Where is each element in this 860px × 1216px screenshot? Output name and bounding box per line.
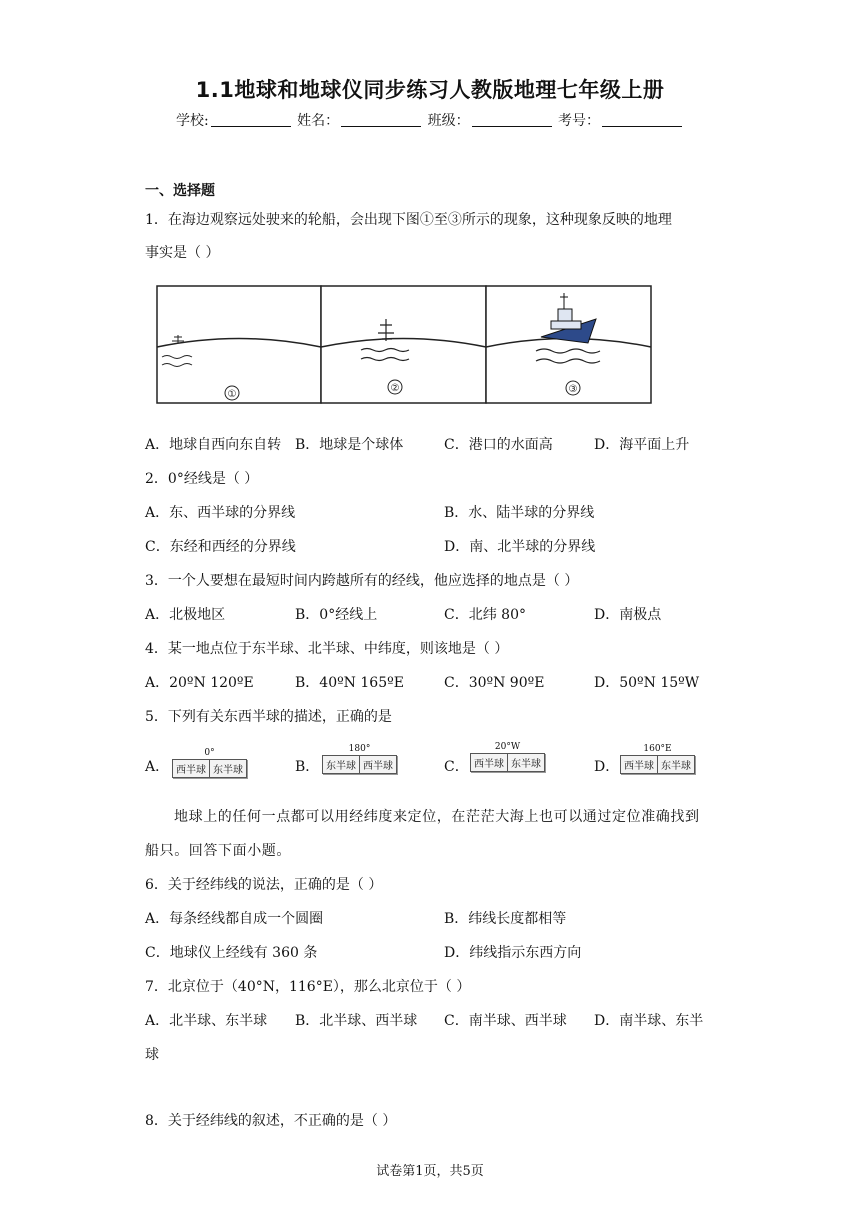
class-label: 班级：	[427, 113, 470, 129]
q4-option-c[interactable]: C．30ºN 90ºE	[444, 675, 545, 691]
hemi-right: 东半球	[209, 760, 246, 777]
q3-option-d[interactable]: D．南极点	[594, 607, 662, 623]
q5-option-c-letter[interactable]: C．	[444, 759, 469, 775]
q5-stem: 5．下列有关东西半球的描述，正确的是	[145, 709, 392, 725]
q8-stem: 8．关于经纬线的叙述，不正确的是（ ）	[145, 1113, 397, 1129]
hemi-right: 东半球	[657, 756, 694, 773]
name-blank[interactable]	[341, 112, 421, 127]
q1-option-b[interactable]: B．地球是个球体	[295, 437, 404, 453]
hemi-left: 西半球	[624, 761, 654, 772]
page-footer: 试卷第1页，共5页	[376, 1164, 484, 1179]
number-blank[interactable]	[602, 112, 682, 127]
passage-line2: 船只。回答下面小题。	[145, 843, 291, 859]
q6-option-d[interactable]: D．纬线指示东西方向	[444, 945, 582, 961]
hemi-right: 西半球	[359, 756, 396, 773]
q3-stem: 3．一个人要想在最短时间内跨越所有的经线，他应选择的地点是（ ）	[145, 573, 579, 589]
class-blank[interactable]	[472, 112, 552, 127]
q6-option-b[interactable]: B．纬线长度都相等	[444, 911, 567, 927]
q4-option-a[interactable]: A．20ºN 120ºE	[145, 675, 254, 691]
q4-option-d[interactable]: D．50ºN 15ºW	[594, 675, 700, 691]
q7-option-b[interactable]: B．北半球、西半球	[295, 1013, 418, 1029]
q1-option-d[interactable]: D．海平面上升	[594, 437, 690, 453]
q3-option-c[interactable]: C．北纬 80°	[444, 607, 526, 623]
q2-stem: 2．0°经线是（ ）	[145, 471, 259, 487]
q2-option-c[interactable]: C．东经和西经的分界线	[145, 539, 296, 555]
q1-option-a[interactable]: A．地球自西向东自转	[145, 437, 282, 453]
name-label: 姓名：	[297, 113, 340, 129]
hemi-left: 东半球	[326, 761, 356, 772]
q5-option-d-letter[interactable]: D．	[594, 759, 620, 775]
q6-stem: 6．关于经纬线的说法，正确的是（ ）	[145, 877, 383, 893]
q7-option-d[interactable]: D．南半球、东半	[594, 1013, 704, 1029]
panel-label-2: ②	[390, 383, 400, 394]
school-blank[interactable]	[211, 112, 291, 127]
q5-option-c-diagram[interactable]	[470, 742, 545, 772]
q3-option-a[interactable]: A．北极地区	[145, 607, 226, 623]
q5-option-b-diagram[interactable]	[322, 744, 397, 774]
q4-option-b[interactable]: B．40ºN 165ºE	[295, 675, 404, 691]
q3-option-b[interactable]: B．0°经线上	[295, 607, 378, 623]
panel-label-1: ①	[227, 389, 237, 400]
q2-option-b[interactable]: B．水、陆半球的分界线	[444, 505, 595, 521]
q7-option-a[interactable]: A．北半球、东半球	[145, 1013, 268, 1029]
q1-option-c[interactable]: C．港口的水面高	[444, 437, 553, 453]
meridian-label: 180°	[348, 744, 371, 754]
q6-option-c[interactable]: C．地球仪上经线有 360 条	[145, 945, 318, 961]
meridian-label: 160°E	[643, 744, 672, 754]
passage-line1: 地球上的任何一点都可以用经纬度来定位，在茫茫大海上也可以通过定位准确找到	[174, 809, 700, 825]
section-heading: 一、选择题	[145, 183, 215, 199]
q6-option-a[interactable]: A．每条经线都自成一个圆圈	[145, 911, 324, 927]
meridian-label: 20°W	[494, 742, 521, 752]
q5-option-a-diagram[interactable]	[172, 748, 247, 778]
q5-option-d-diagram[interactable]	[620, 744, 695, 774]
q5-option-a-letter[interactable]: A．	[145, 759, 170, 775]
q7-stem: 7．北京位于（40°N，116°E），那么北京位于（ ）	[145, 979, 471, 995]
school-label: 学校:	[175, 113, 209, 129]
page-title: 1.1地球和地球仪同步练习人教版地理七年级上册	[195, 78, 665, 102]
ship-figure	[156, 285, 652, 405]
ship-panel-1	[157, 286, 321, 403]
q7-option-c[interactable]: C．南半球、西半球	[444, 1013, 567, 1029]
q4-stem: 4．某一地点位于东半球、北半球、中纬度，则该地是（ ）	[145, 641, 509, 657]
number-label: 考号：	[558, 113, 601, 129]
student-info	[0, 110, 860, 130]
hemi-right: 东半球	[507, 754, 544, 771]
panel-label-3: ③	[568, 384, 578, 395]
hemi-left: 西半球	[474, 759, 504, 770]
q1-stem-line1: 1．在海边观察远处驶来的轮船，会出现下图①至③所示的现象，这种现象反映的地理	[145, 212, 672, 228]
ship-panel-3	[486, 286, 651, 403]
q2-option-a[interactable]: A．东、西半球的分界线	[145, 505, 296, 521]
meridian-label: 0°	[204, 748, 215, 758]
q1-stem-line2: 事实是（ ）	[145, 245, 220, 261]
q2-option-d[interactable]: D．南、北半球的分界线	[444, 539, 596, 555]
hemi-left: 西半球	[176, 765, 206, 776]
q7-option-d-wrap: 球	[145, 1047, 159, 1063]
q5-option-b-letter[interactable]: B．	[295, 759, 320, 775]
ship-panel-2	[321, 286, 486, 403]
